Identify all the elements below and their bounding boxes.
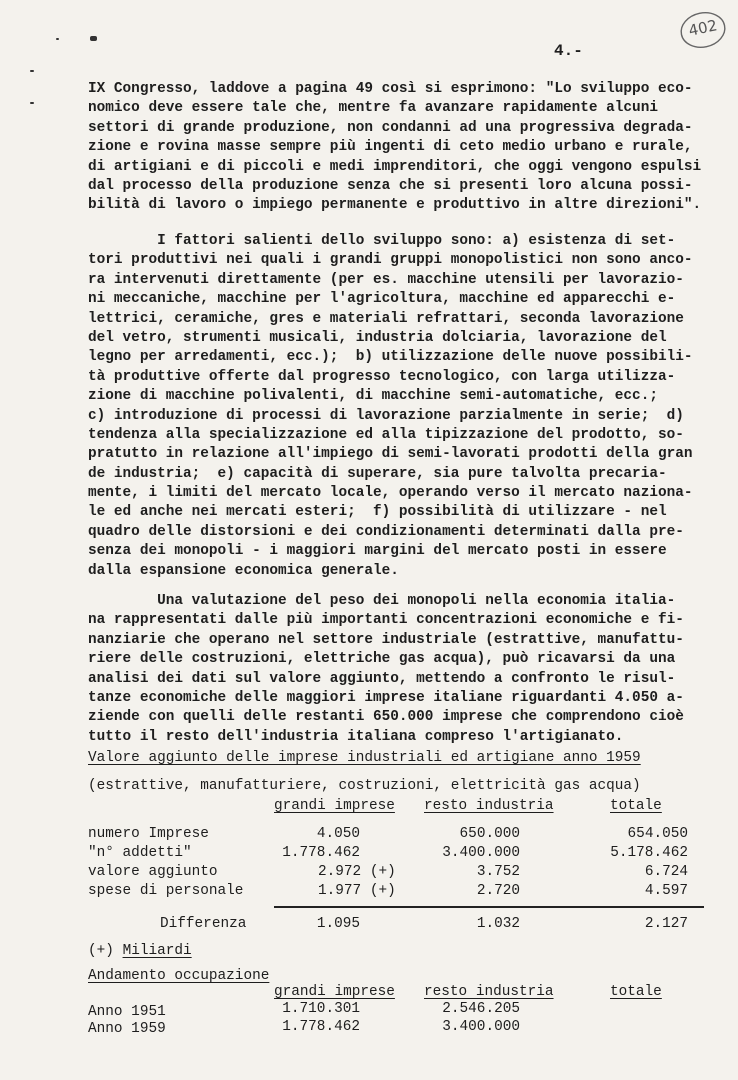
text-line: Una valutazione del peso dei monopoli nella economia italia- bbox=[88, 593, 676, 609]
footnote-mark: (+) bbox=[88, 943, 114, 959]
text-line: dalla espansione economica generale. bbox=[88, 562, 399, 579]
table-cell: 1.710.301 bbox=[282, 1001, 360, 1017]
table-cell: 2.720 bbox=[476, 883, 520, 899]
text-line: de industria; e) capacità di superare, sia pure talvolta precaria- bbox=[88, 465, 667, 482]
table-cell: 4.050 bbox=[316, 826, 360, 842]
table-cell: 3.400.000 bbox=[442, 1019, 520, 1035]
table-cell: 3.400.000 bbox=[442, 845, 520, 861]
row-label: Anno 1959 bbox=[88, 1021, 166, 1037]
sum-rule bbox=[274, 906, 704, 908]
table-cell: 1.778.462 bbox=[282, 1019, 360, 1035]
text-line: zione di macchine polivalenti, di macchine semi-automatiche, ecc.; bbox=[88, 388, 658, 405]
table1-subtitle: (estrattive, manufatturiere, costruzioni, elettricità gas acqua) bbox=[88, 778, 641, 794]
text-line: tanze economiche delle maggiori imprese italiane riguardanti 4.050 a- bbox=[88, 689, 684, 706]
text-line: pratutto in relazione all'impiego di semi-lavorati prodotti della gran bbox=[88, 446, 693, 463]
text-line: tendenza alla specializzazione ed alla tipizzazione del prodotto, so- bbox=[88, 426, 684, 443]
text-line: quadro delle distorsioni e dei condizionamenti determinati dalla pre- bbox=[88, 523, 684, 540]
table-cell: 1.977 (+) bbox=[318, 883, 396, 899]
row-label: spese di personale bbox=[88, 883, 244, 899]
footnote-text: Miliardi bbox=[122, 943, 192, 959]
ink-mark bbox=[90, 36, 97, 41]
text-line: le ed anche nei mercati esteri; f) possibilità di utilizzare - nel bbox=[88, 504, 667, 521]
row-label: "n° addetti" bbox=[88, 845, 192, 861]
text-line: tà produttive offerte dal progresso tecnologico, con larga utilizza- bbox=[88, 368, 676, 385]
text-line: I fattori salienti dello sviluppo sono: a) esistenza di set- bbox=[88, 233, 676, 249]
archive-watermark bbox=[0, 990, 120, 1080]
text-line: senza dei monopoli - i maggiori margini del mercato posti in essere bbox=[88, 543, 667, 560]
handwritten-number-text: 402 bbox=[687, 16, 719, 40]
column-header-grandi-imprese: grandi imprese bbox=[274, 798, 395, 814]
text-line: nomico deve essere tale che, mentre fa avanzare rapidamente alcuni bbox=[88, 100, 658, 117]
text-line: legno per arredamenti, ecc.); b) utilizzazione delle nuove possibili- bbox=[88, 349, 693, 366]
table-cell: 654.050 bbox=[627, 826, 688, 842]
column-header-resto-industria: resto industria bbox=[424, 984, 554, 1000]
text-line: c) introduzione di processi di lavorazione parzialmente in serie; d) bbox=[88, 407, 684, 424]
text-line: zione e rovina masse sempre più ingenti di ceto medio urbano e rurale, bbox=[88, 139, 693, 156]
text-line: settori di grande produzione, non condanni ad una progressiva degrada- bbox=[88, 119, 693, 136]
text-line: tutto il resto dell'industria italiana compreso l'artigianato. bbox=[88, 728, 624, 745]
text-line: IX Congresso, laddove a pagina 49 così si esprimono: "Lo sviluppo eco- bbox=[88, 81, 693, 97]
table-cell: 2.127 bbox=[644, 916, 688, 932]
table-cell: 650.000 bbox=[459, 826, 520, 842]
text-line: lettrici, ceramiche, gres e materiali refrattari, seconda lavorazione bbox=[88, 310, 684, 327]
footnote bbox=[88, 943, 192, 959]
text-line: riere delle costruzioni, elettriche gas acqua), può ricavarsi da una bbox=[88, 651, 676, 668]
column-header-totale: totale bbox=[610, 984, 662, 1000]
table-cell: 1.095 bbox=[316, 916, 360, 932]
text-line: tori produttivi nei quali i grandi gruppi monopolistici non sono anco- bbox=[88, 252, 693, 269]
text-line: mente, i limiti del mercato locale, operando verso il mercato naziona- bbox=[88, 485, 693, 502]
row-label: numero Imprese bbox=[88, 826, 209, 842]
table-cell: 6.724 bbox=[644, 864, 688, 880]
row-label: Anno 1951 bbox=[88, 1004, 166, 1020]
column-header-resto-industria: resto industria bbox=[424, 798, 554, 814]
paragraph-3 bbox=[88, 592, 713, 747]
table-cell: 3.752 bbox=[476, 864, 520, 880]
row-label: valore aggiunto bbox=[88, 864, 218, 880]
text-line: nanziarie che operano nel settore industriale (estrattive, manufattu- bbox=[88, 631, 684, 648]
text-line: di artigiani e di piccoli e medi imprenditori, che oggi vengono espulsi bbox=[88, 158, 702, 175]
page-number: 4.- bbox=[554, 42, 583, 60]
row-label: Differenza bbox=[160, 916, 247, 932]
table-cell: 1.778.462 bbox=[282, 845, 360, 861]
text-line: ni meccaniche, macchine per l'agricoltura, macchine ed apparecchi e- bbox=[88, 291, 676, 308]
table-cell: 2.546.205 bbox=[442, 1001, 520, 1017]
table1-title: Valore aggiunto delle imprese industriali ed artigiane anno 1959 bbox=[88, 750, 641, 766]
text-line: del vetro, strumenti musicali, industria dolciaria, lavorazione del bbox=[88, 329, 667, 346]
column-header-totale: totale bbox=[610, 798, 662, 814]
table-cell: 1.032 bbox=[476, 916, 520, 932]
handwritten-page-number bbox=[674, 5, 731, 55]
paragraph-2 bbox=[88, 232, 713, 581]
table-cell: 2.972 (+) bbox=[318, 864, 396, 880]
text-line: ziende con quelli delle restanti 650.000 imprese che comprendono cioè bbox=[88, 709, 684, 726]
ink-mark bbox=[56, 38, 59, 40]
text-line: dal processo della produzione senza che si presenti loro alcuna possi- bbox=[88, 177, 693, 194]
column-header-grandi-imprese: grandi imprese bbox=[274, 984, 395, 1000]
table2-title: Andamento occupazione bbox=[88, 968, 270, 984]
table-cell: 5.178.462 bbox=[610, 845, 688, 861]
text-line: na rappresentati dalle più importanti concentrazioni economiche e fi- bbox=[88, 612, 684, 629]
paragraph-1 bbox=[88, 80, 713, 216]
ink-mark bbox=[30, 102, 34, 104]
text-line: bilità di lavoro o impiego permanente e produttivo in altre direzioni". bbox=[88, 197, 702, 214]
text-line: analisi dei dati sul valore aggiunto, mettendo a confronto le risul- bbox=[88, 670, 676, 687]
table-cell: 4.597 bbox=[644, 883, 688, 899]
ink-mark bbox=[30, 70, 34, 72]
text-line: ra intervenuti direttamente (per es. macchine utensili per lavorazio- bbox=[88, 271, 684, 288]
